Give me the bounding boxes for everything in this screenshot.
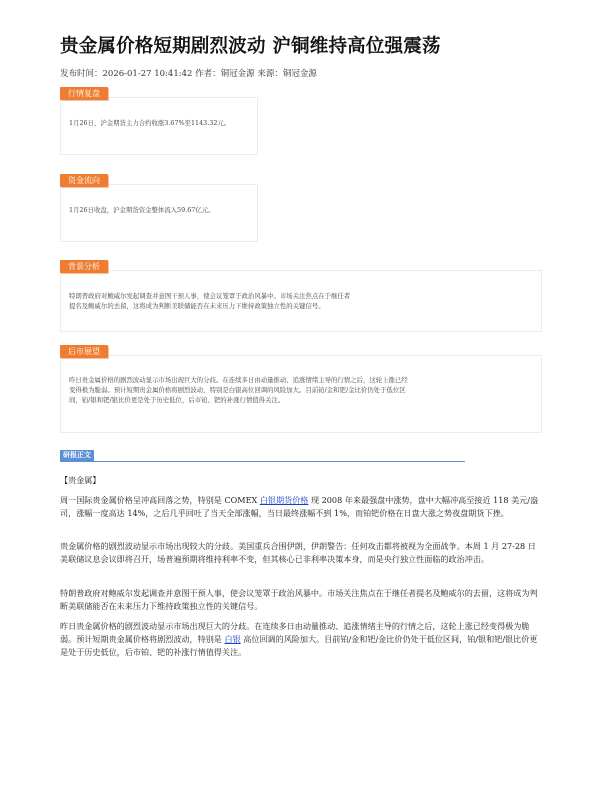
silver-futures-link[interactable]: 白银期货价格 bbox=[259, 495, 309, 505]
capital-flow-tag: 资金流向 bbox=[60, 174, 108, 187]
paragraph-4-text-b: 高位回调的风险加大。目前铂/金和钯/金比价仍处于低位区间，铂/银和钯/银比价更是处于历史低位，后市铂、钯的补涨行情值得关注。 bbox=[60, 634, 538, 657]
page-title: 贵金属价格短期剧烈波动 沪铜维持高位强震荡 bbox=[60, 36, 441, 57]
source-label: 来源： bbox=[257, 69, 283, 79]
published-label: 发布时间： bbox=[60, 69, 103, 79]
background-tag: 背景分析 bbox=[60, 260, 108, 273]
paragraph-4-text-a: 昨日贵金属价格的剧烈波动显示市场出现巨大的分歧。在连续多日由动量推动、追涨情绪主导的行情之后，这轮上涨已经变得极为脆弱。预计短期贵金属价格将剧烈波动，特别是 bbox=[60, 621, 530, 644]
paragraph-1-text-b: 现 2008 年来最强盘中涨势，盘中大幅冲高至接近 118 美元/盎司，涨幅一度高达 14%，之后几乎回吐了当天全部涨幅，当日最终涨幅不到 1%，而铂钯价格在日盘大涨之势夜盘期货下挫。 bbox=[60, 495, 539, 518]
body-paragraph-2: 贵金属价格的剧烈波动显示市场出现较大的分歧。美国重兵合围伊朗，伊朗警告：任何攻击都将被视为全面战争。本周 1 月 27-28 日美联储议息会议即将召开，场普遍预期将维持利率不变，但其核心已非利率决策本身，而是央行独立性面临的政治冲击。 bbox=[60, 541, 536, 564]
report-body-tag: 研报正文 bbox=[60, 450, 94, 461]
market-review-tag: 行情复盘 bbox=[60, 87, 108, 100]
outlook-tag: 后市展望 bbox=[60, 345, 108, 358]
body-heading: 【贵金属】 bbox=[60, 475, 101, 485]
outlook-text: 昨日贵金属价格的剧烈波动显示市场出现巨大的分歧。在连续多日由动量推动、追涨情绪主导的行情之后，这轮上涨已经变得极为脆弱。预计短期贵金属价格将剧烈波动，特别是白银高位回调的风险加大。目前铂/金和钯/金比价仍处于低位区间，铂/银和钯/银比价更是处于历史低位，后市铂、钯的补涨行情值得关注。 bbox=[69, 376, 408, 404]
author: 铜冠金源 bbox=[220, 69, 255, 79]
source: 铜冠金源 bbox=[282, 69, 317, 79]
body-paragraph-1 bbox=[60, 494, 540, 520]
body-paragraph-4 bbox=[60, 620, 540, 659]
body-paragraph-3: 特朗普政府对鲍威尔发起调查并意图干预人事，使会议笼罩于政治风暴中。市场关注焦点在于继任者提名及鲍威尔的去留，这将成为判断美联储能否在未来压力下维持政策独立性的关键信号。 bbox=[60, 588, 538, 611]
published-time: 2026-01-27 10:41:42 bbox=[102, 69, 193, 79]
paragraph-1-text-a: 周一国际贵金属价格呈冲高回落之势，特别是 COMEX bbox=[60, 495, 260, 505]
author-label: 作者： bbox=[195, 69, 221, 79]
silver-link[interactable]: 白银 bbox=[224, 634, 241, 644]
capital-flow-text: 1月26日收盘，沪金期货资金整体流入59.67亿元。 bbox=[69, 206, 215, 214]
background-text: 特朗普政府对鲍威尔发起调查并意图干预人事，使会议笼罩于政治风暴中。市场关注焦点在于继任者提名及鲍威尔的去留，这将成为判断美联储能否在未来压力下维持政策独立性的关键信号。 bbox=[69, 292, 351, 310]
report-body-divider bbox=[60, 461, 465, 462]
article-meta bbox=[60, 67, 317, 79]
market-review-text: 1月26日，沪金期货主力合约收涨3.67%至1143.32元。 bbox=[69, 119, 231, 127]
